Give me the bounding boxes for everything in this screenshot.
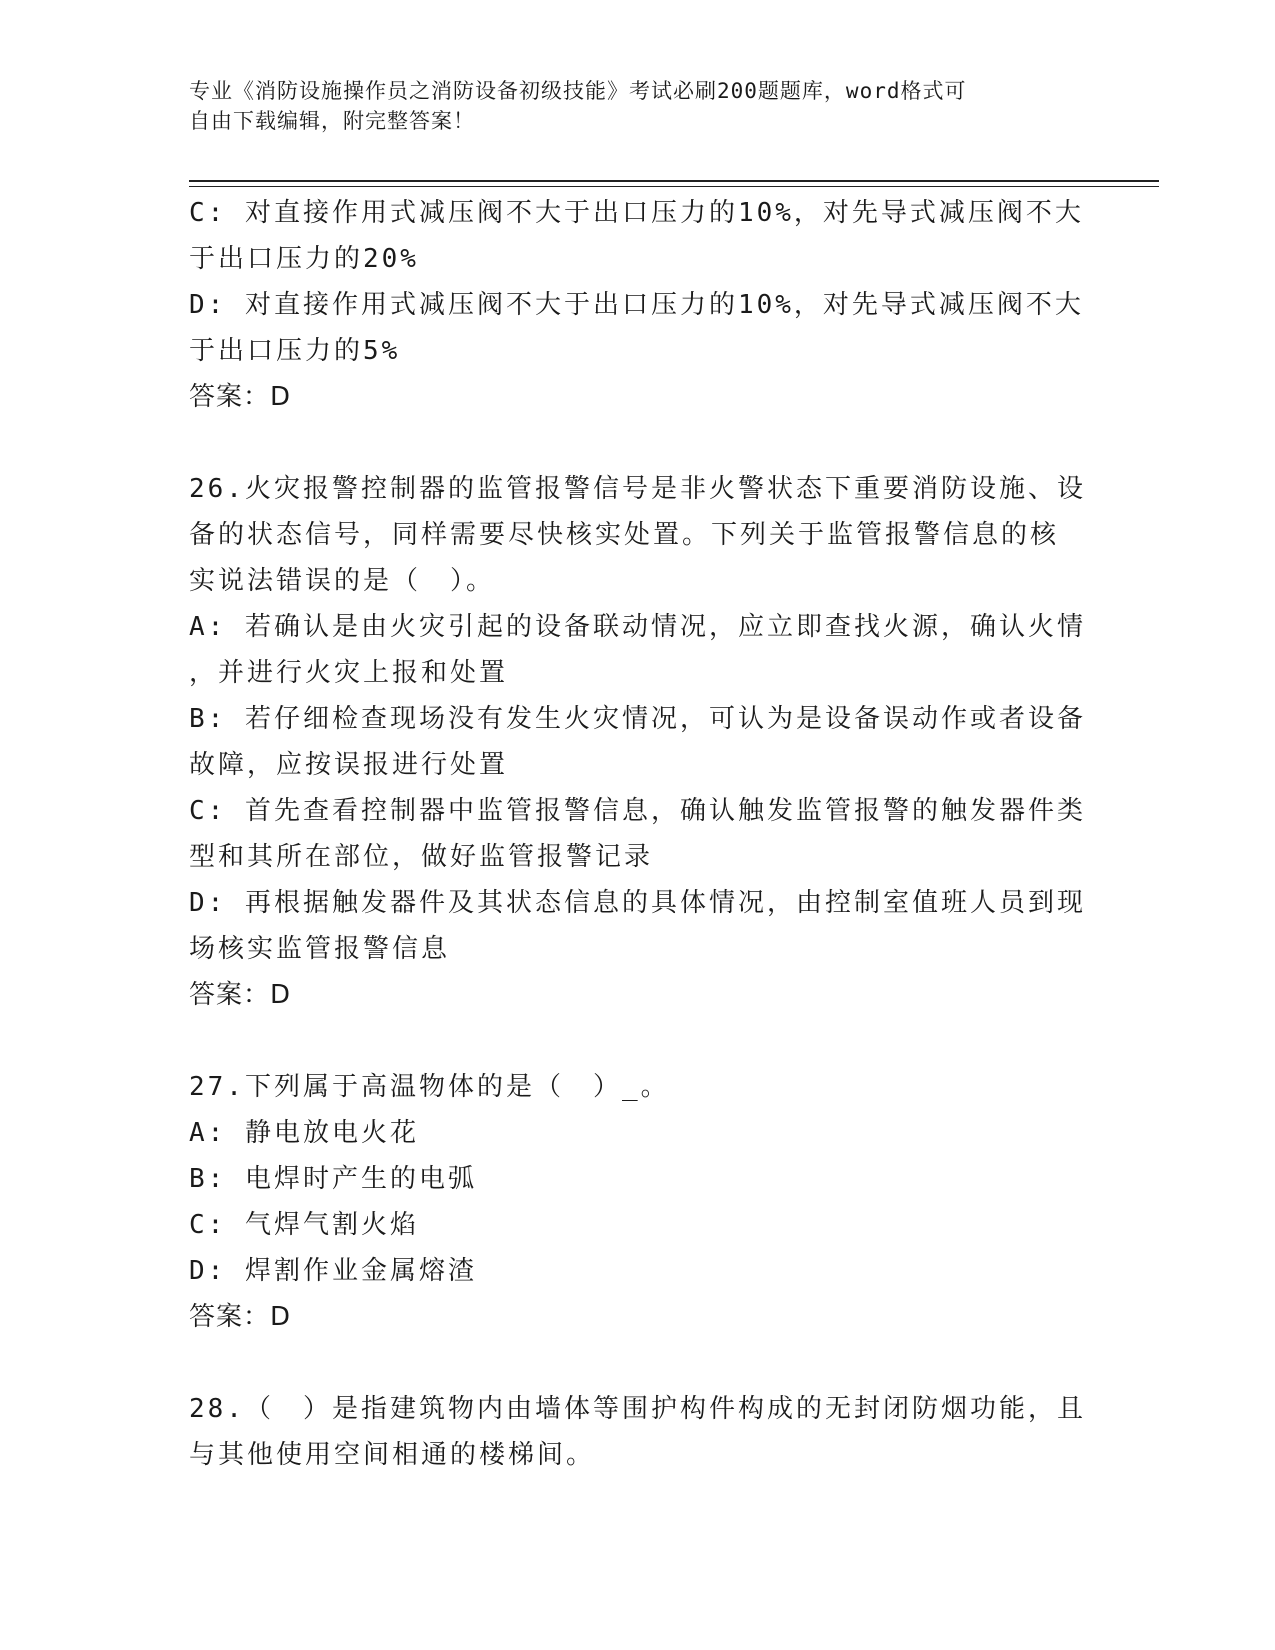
q26-option-c-line-2: 型和其所在部位，做好监管报警记录 <box>189 842 654 872</box>
header-title-line-1: 专业《消防设施操作员之消防设备初级技能》考试必刷200题题库，word格式可 <box>189 79 967 103</box>
q26-option-a-line-2: ，并进行火灾上报和处置 <box>189 658 509 688</box>
q27-option-c: C: 气焊气割火焰 <box>189 1210 419 1240</box>
page-header <box>189 76 1069 136</box>
header-divider-thin <box>189 186 1159 187</box>
question-28 <box>189 1386 1089 1478</box>
q26-stem-line-3: 实说法错误的是（ ）。 <box>189 566 496 596</box>
q26-option-a-line-1: A: 若确认是由火灾引起的设备联动情况，应立即查找火源，确认火情 <box>189 612 1086 642</box>
q25-option-d-line-2: 于出口压力的5% <box>189 336 401 366</box>
spacer <box>189 1340 1089 1386</box>
q25-option-d-line-1: D: 对直接作用式减压阀不大于出口压力的10%，对先导式减压阀不大 <box>189 290 1084 320</box>
question-27 <box>189 1064 1089 1340</box>
q25-option-c-line-1: C: 对直接作用式减压阀不大于出口压力的10%，对先导式减压阀不大 <box>189 198 1084 228</box>
header-divider-thick <box>189 180 1159 182</box>
q26-stem-line-2: 备的状态信号，同样需要尽快核实处置。下列关于监管报警信息的核 <box>189 520 1060 550</box>
q28-stem-line-1: 28.（ ）是指建筑物内由墙体等围护构件构成的无封闭防烟功能，且 <box>189 1394 1086 1424</box>
document-body <box>189 190 1089 1478</box>
spacer <box>189 1018 1089 1064</box>
q27-stem-line-1: 27.下列属于高温物体的是（ ）_。 <box>189 1072 670 1102</box>
q25-option-c-line-2: 于出口压力的20% <box>189 244 419 274</box>
q27-option-d: D: 焊割作业金属熔渣 <box>189 1256 477 1286</box>
q26-answer: 答案：D <box>189 980 292 1010</box>
question-26 <box>189 466 1089 1018</box>
q26-option-b-line-2: 故障，应按误报进行处置 <box>189 750 509 780</box>
q27-answer: 答案：D <box>189 1302 292 1332</box>
spacer <box>189 420 1089 466</box>
question-25-tail <box>189 190 1089 420</box>
q26-option-d-line-2: 场核实监管报警信息 <box>189 934 451 964</box>
q26-option-c-line-1: C: 首先查看控制器中监管报警信息，确认触发监管报警的触发器件类 <box>189 796 1086 826</box>
q27-option-a: A: 静电放电火花 <box>189 1118 419 1148</box>
q26-stem-line-1: 26.火灾报警控制器的监管报警信号是非火警状态下重要消防设施、设 <box>189 474 1086 504</box>
q25-answer: 答案：D <box>189 382 292 412</box>
header-title-line-2: 自由下载编辑，附完整答案！ <box>189 109 475 133</box>
q26-option-b-line-1: B: 若仔细检查现场没有发生火灾情况，可认为是设备误动作或者设备 <box>189 704 1086 734</box>
q28-stem-line-2: 与其他使用空间相通的楼梯间。 <box>189 1440 596 1470</box>
q26-option-d-line-1: D: 再根据触发器件及其状态信息的具体情况，由控制室值班人员到现 <box>189 888 1086 918</box>
q27-option-b: B: 电焊时产生的电弧 <box>189 1164 477 1194</box>
